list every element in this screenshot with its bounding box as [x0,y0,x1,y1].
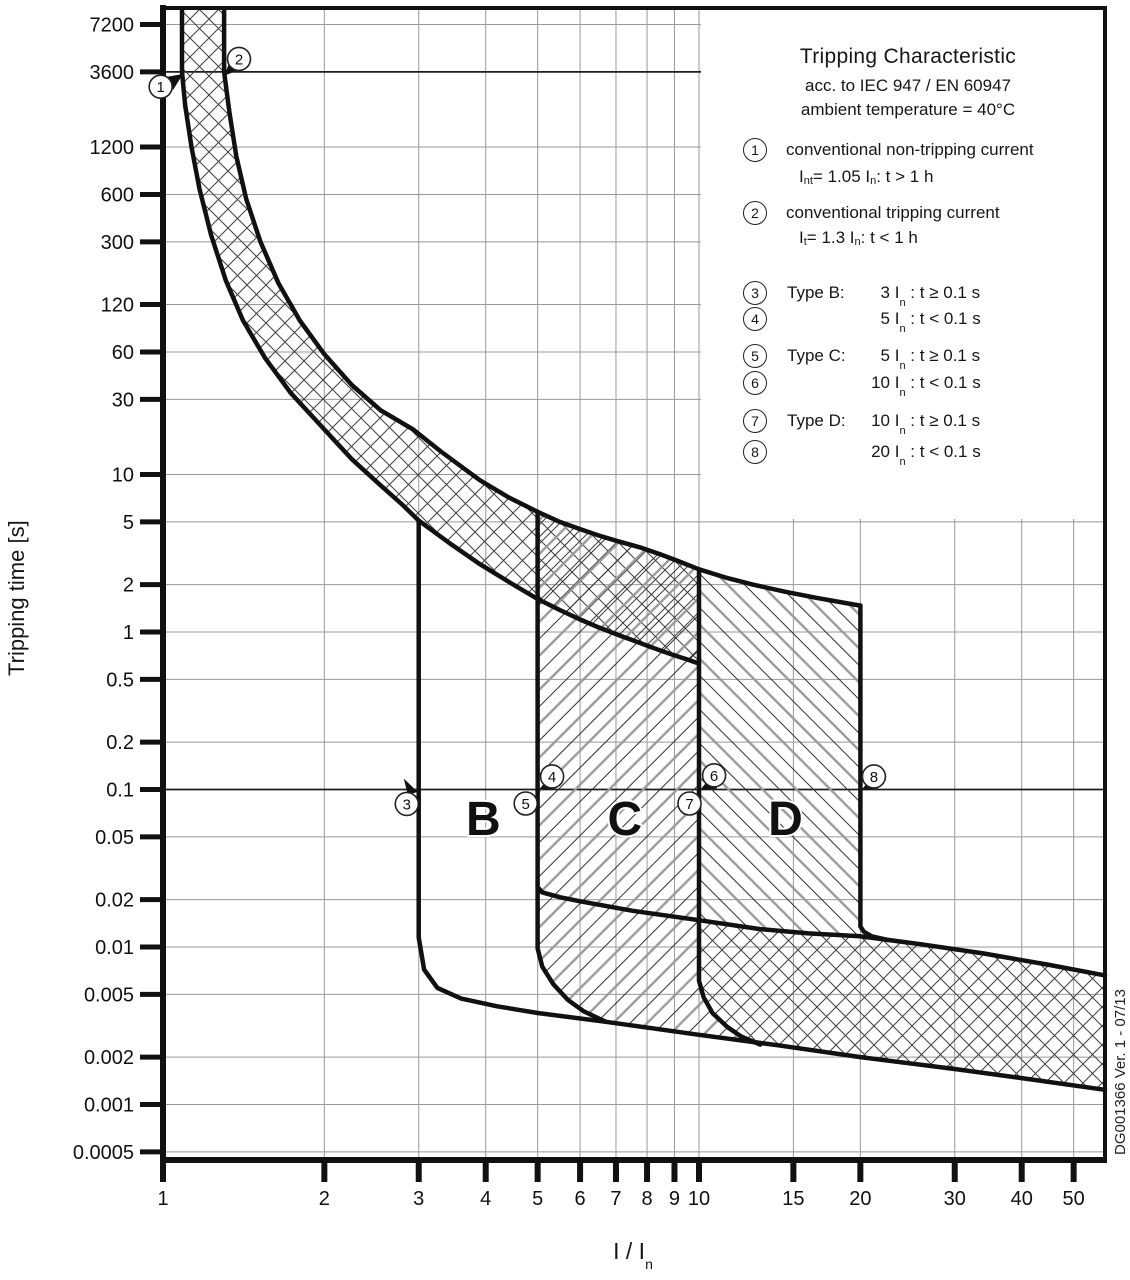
y-tick-label: 600 [100,184,134,207]
y-tick-label: 0.002 [83,1047,134,1070]
y-tick-label: 0.02 [95,889,134,912]
legend-item-5 [743,344,981,373]
legend-item-formula: 3 $I_n$ : t ≥ 0.1 s [880,283,981,310]
x-tick-label: 9 [668,1188,681,1210]
zone-letter-C: C [607,792,643,846]
x-axis-title: I / $I_n$ [613,1238,653,1272]
y-tick-label: 0.1 [106,779,134,802]
y-tick-label: 30 [111,389,134,412]
legend-type-label: Type D: [787,411,846,430]
legend-item-formula: I $_t$ = 1.3 I $_n$ : t < 1 h [799,228,918,248]
svg-text:7: 7 [685,795,694,813]
svg-text:2: 2 [234,51,244,69]
chart-subtitle-temperature: ambient temperature = 40°C [800,100,1016,119]
legend-item-6 [743,371,981,400]
chart-title: Tripping Characteristic [799,45,1017,68]
chart-subtitle-standard: acc. to IEC 947 / EN 60947 [804,76,1011,95]
legend-item-heading: conventional tripping current [786,203,1000,222]
legend-number-circle: 6 [743,371,767,395]
plot-marker-7 [678,792,701,815]
legend-number-circle: 2 [743,201,767,225]
plot-marker-2 [227,47,250,70]
plot-marker-8 [862,765,885,788]
legend-number-circle: 1 [743,138,767,162]
y-axis-title: Tripping time [s] [4,520,29,676]
y-tick-label: 2 [122,574,134,597]
y-tick-label: 10 [111,464,134,487]
x-tick-label: 10 [687,1188,711,1210]
x-tick-label: 4 [480,1188,492,1210]
x-tick-label: 2 [318,1188,330,1210]
legend-item-formula: 5 $I_n$ : t < 0.1 s [880,309,981,336]
y-tick-label: 60 [111,341,134,364]
region-zone-d [699,569,860,936]
document-number: DG001366 Ver. 1 - 07/13 [1112,989,1129,1155]
legend-item-7 [743,409,981,438]
x-tick-label: 50 [1062,1188,1085,1210]
plot-marker-1 [149,75,172,98]
x-tick-label: 7 [610,1188,622,1210]
svg-text:4: 4 [547,768,557,786]
legend-item-formula: I $_{nt}$ = 1.05 I $_n$ : t > 1 h [799,167,934,187]
x-tick-label: 8 [641,1188,653,1210]
y-tick-label: 0.5 [106,669,134,692]
legend-number-circle: 8 [743,440,767,464]
legend-item-8 [743,440,981,469]
y-tick-label: 7200 [89,14,134,37]
legend-number-circle: 4 [743,307,767,331]
svg-text:1: 1 [156,79,165,97]
x-tick-label: 1 [157,1188,169,1210]
legend-item-formula: 20 $I_n$ : t < 0.1 s [871,442,981,469]
y-tick-label: 0.2 [106,732,134,755]
plot-marker-6 [703,764,726,787]
y-tick-label: 0.001 [83,1094,134,1117]
plot-marker-3 [395,792,418,815]
y-tick-label: 5 [122,511,134,534]
x-tick-label: 3 [413,1188,425,1210]
x-tick-label: 30 [943,1188,966,1210]
y-tick-label: 3600 [89,61,134,84]
legend-item-heading: conventional non-tripping current [786,140,1034,159]
plot-marker-4 [541,765,564,788]
legend-item-formula: 10 $I_n$ : t ≥ 0.1 s [871,411,981,438]
legend-type-label: Type B: [787,283,845,302]
legend-type-label: Type C: [787,346,846,365]
legend-number-circle: 3 [743,281,767,305]
zone-letter-D: D [768,792,803,846]
y-tick-label: 0.01 [95,937,134,959]
legend-item-formula: 5 $I_n$ : t ≥ 0.1 s [880,346,981,373]
y-tick-label: 120 [100,294,134,317]
zone-letter-B: B [466,792,501,846]
x-tick-label: 5 [532,1188,544,1210]
y-tick-label: 300 [100,231,134,254]
svg-text:3: 3 [402,796,411,814]
svg-text:8: 8 [869,768,879,786]
legend-item-formula: 10 $I_n$ : t < 0.1 s [871,373,981,400]
x-tick-label: 40 [1010,1188,1033,1210]
x-tick-label: 6 [574,1188,586,1210]
x-tick-label: 20 [849,1188,872,1210]
x-tick-label: 15 [782,1188,805,1210]
y-tick-label: 1200 [89,137,134,160]
legend-item-4 [743,307,981,336]
y-tick-label: 0.0005 [72,1141,134,1164]
legend-item-2 [743,201,1000,225]
legend-number-circle: 5 [743,344,767,368]
svg-text:5: 5 [521,795,530,813]
y-tick-label: 0.005 [83,984,134,1007]
legend-number-circle: 7 [743,409,767,433]
plot-marker-5 [514,792,537,815]
legend-item-3 [743,281,981,310]
y-tick-label: 0.05 [95,826,134,849]
svg-text:6: 6 [709,767,719,785]
y-tick-label: 1 [122,622,134,644]
legend-item-1 [743,138,1034,162]
